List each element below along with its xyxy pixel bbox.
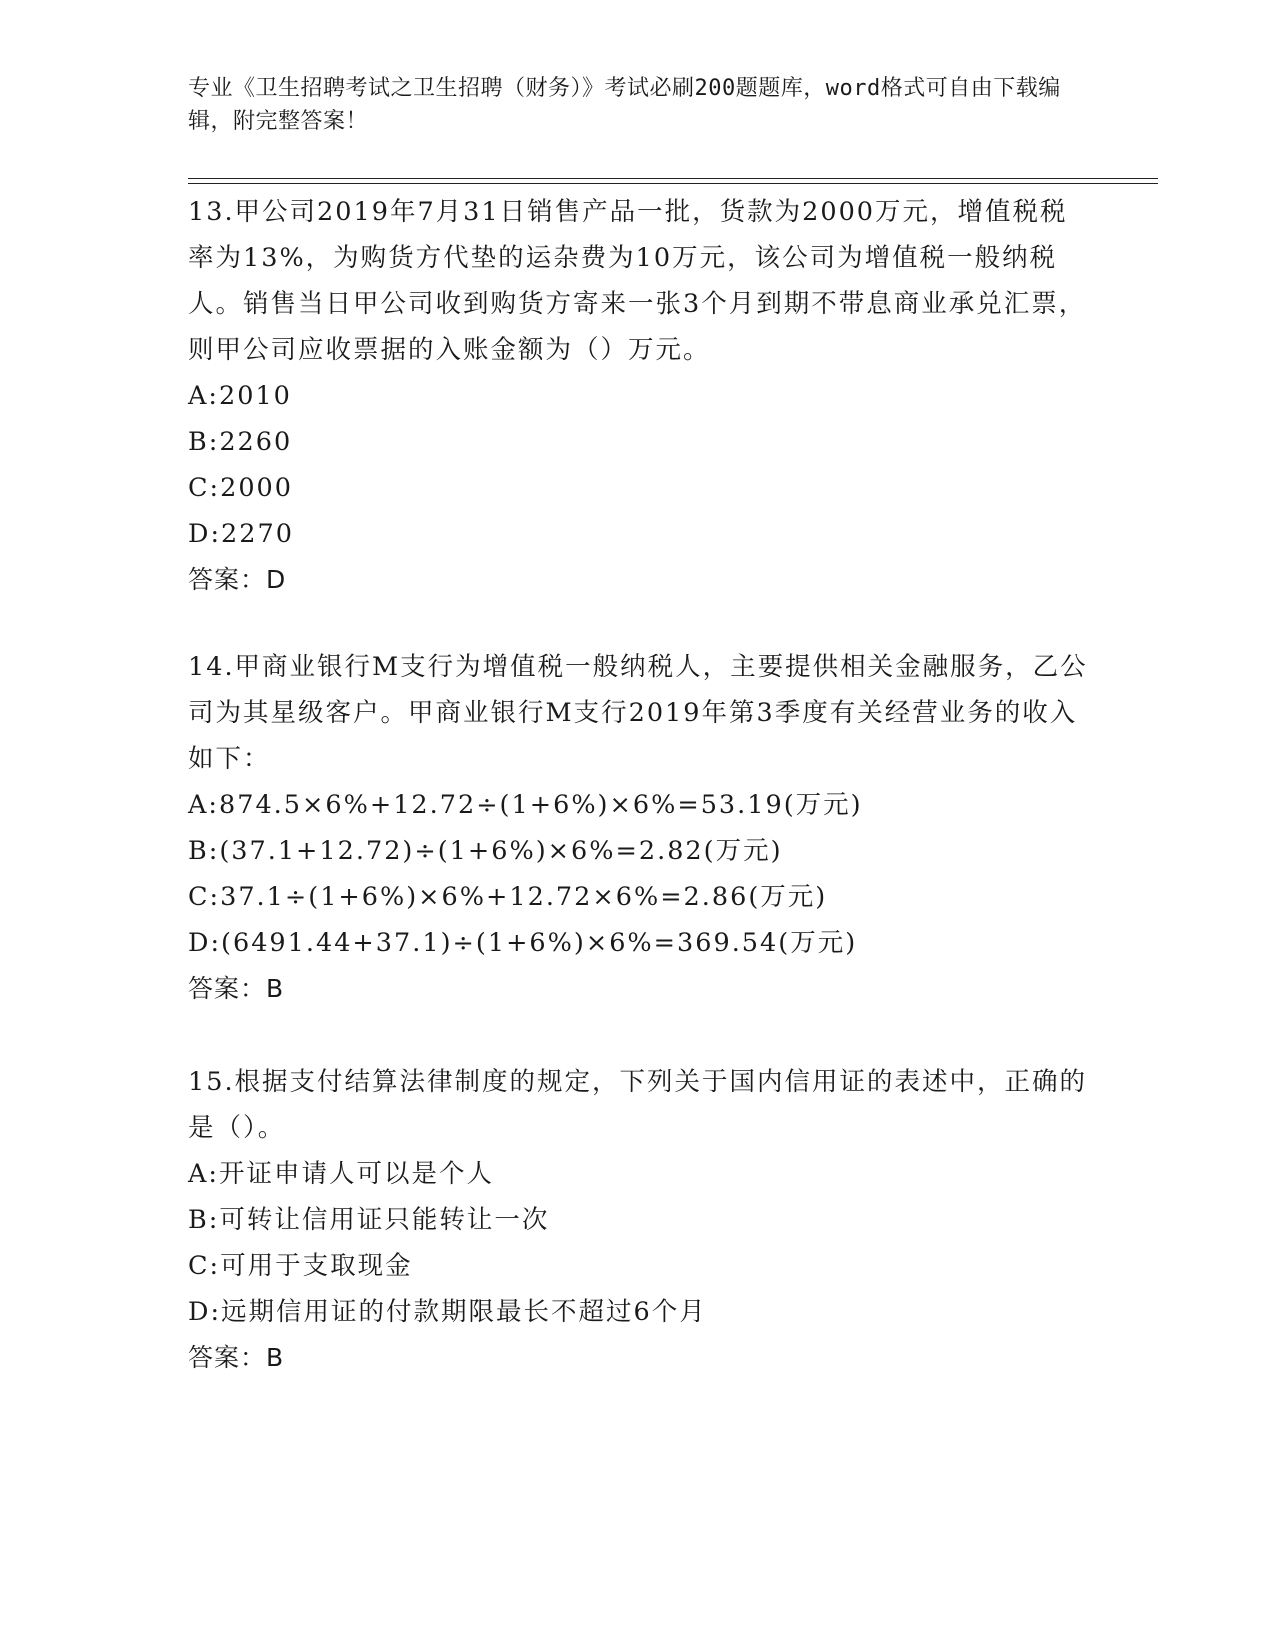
option-a: A:2010 <box>188 381 292 411</box>
option-a: A:874.5×6%+12.72÷(1+6%)×6%=53.19(万元) <box>188 790 863 820</box>
question-15 <box>188 1059 1088 1381</box>
option-c: C:可用于支取现金 <box>188 1251 413 1281</box>
question-stem: 13.甲公司2019年7月31日销售产品一批，货款为2000万元，增值税税率为13%，为购货方代垫的运杂费为10万元，该公司为增值税一般纳税人。销售当日甲公司收到购货方寄来一张3个月到期不带息商业承兑汇票，则甲公司应收票据的入账金额为（）万元。 <box>188 197 1087 365</box>
answer: 答案：B <box>188 974 285 1003</box>
option-d: D:2270 <box>188 519 294 549</box>
question-14 <box>188 644 1088 1012</box>
header-divider-top <box>188 178 1158 179</box>
option-b: B:(37.1+12.72)÷(1+6%)×6%=2.82(万元) <box>188 836 783 866</box>
option-c: C:2000 <box>188 473 293 503</box>
option-b: B:2260 <box>188 427 293 457</box>
option-a: A:开证申请人可以是个人 <box>188 1159 495 1189</box>
header-divider-bottom <box>188 183 1158 184</box>
option-d: D:远期信用证的付款期限最长不超过6个月 <box>188 1297 707 1327</box>
option-b: B:可转让信用证只能转让一次 <box>188 1205 550 1235</box>
document-header: 专业《卫生招聘考试之卫生招聘（财务）》考试必刷200题题库，word格式可自由下载编辑，附完整答案！ <box>188 76 1061 134</box>
answer: 答案：B <box>188 1343 285 1372</box>
question-stem: 14.甲商业银行M支行为增值税一般纳税人，主要提供相关金融服务，乙公司为其星级客户。甲商业银行M支行2019年第3季度有关经营业务的收入如下： <box>188 652 1088 774</box>
question-13 <box>188 189 1088 603</box>
question-stem: 15.根据支付结算法律制度的规定，下列关于国内信用证的表述中，正确的是（）。 <box>188 1067 1088 1143</box>
answer: 答案：D <box>188 565 287 594</box>
option-d: D:(6491.44+37.1)÷(1+6%)×6%=369.54(万元) <box>188 928 858 958</box>
option-c: C:37.1÷(1+6%)×6%+12.72×6%=2.86(万元) <box>188 882 828 912</box>
